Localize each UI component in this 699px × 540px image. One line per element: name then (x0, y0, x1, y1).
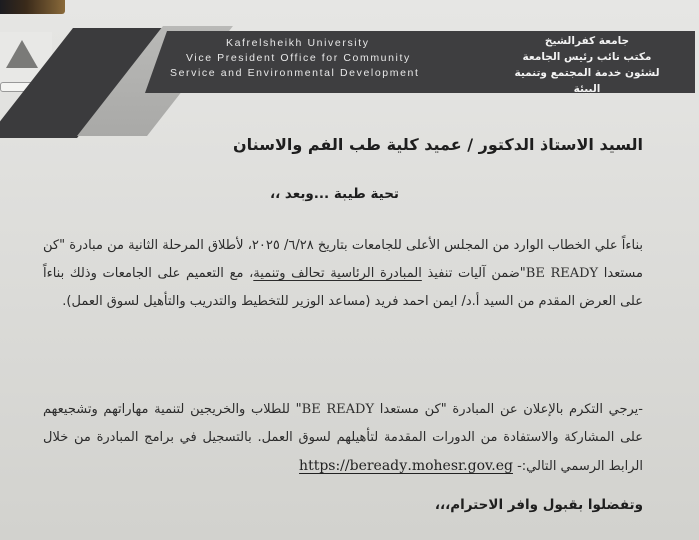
office-name-en-line2: Service and Environmental Development (170, 67, 420, 79)
letterhead-english (170, 36, 440, 81)
letter-greeting: تحية طيبة ...وبعد ،، (269, 186, 399, 202)
paragraph-1-text-b: "ضمن آليات تنفيذ (421, 266, 526, 281)
presidential-initiative-name: المبادرة الرئاسية تحالف وتنمية (253, 266, 422, 281)
letter-addressee: السيد الاستاذ الدكتور / عميد كلية طب الفم والاسنان (233, 135, 643, 154)
paragraph-1-text-a: بناءاً علي الخطاب الوارد من المجلس الأعلى للجامعات بتاريخ ٦/٢٨/ ٢٠٢٥، لأطلاق المرحلة الثانية من مبادرة "كن مستعدا (43, 238, 644, 281)
letter-paragraph-2 (43, 396, 643, 481)
office-name-en-line1: Vice President Office for Community (186, 52, 411, 64)
university-name-en: Kafrelsheikh University (226, 37, 370, 49)
office-name-ar-line1: مكتب نائب رئيس الجامعة (522, 51, 652, 63)
paragraph-2-text-a: -يرجي التكرم بالإعلان عن المبادرة "كن مستعدا (374, 402, 643, 417)
be-ready-term: BE READY (525, 266, 599, 281)
photo-corner-object (0, 0, 65, 14)
office-name-ar-line2: لشئون خدمة المجتمع وتنمية البيئة (514, 67, 660, 95)
paragraph-2-text-b: " للطلاب والخريجين لتنمية مهاراتهم وتشجيعهم على المشاركة والاستفادة من الدورات المقدمة لتأهيلهم لسوق العمل. بالتسجيل في برامج المبادرة من خلال الرابط الرسمي التالي:- (43, 402, 643, 474)
university-name-ar: جامعة كفرالشيخ (544, 35, 630, 47)
registration-link[interactable]: https://bereadу.mohesr.gov.eg (299, 458, 513, 474)
paragraph-1-text-c: ، مع التعميم على الجامعات وذلك بناءاً على العرض المقدم من السيد أ.د/ ايمن احمد فريد (مساعد الوزير للتخطيط والتدريب والتأهيل لسوق العمل). (43, 266, 643, 309)
letterhead (0, 20, 699, 110)
letter-paragraph-1 (43, 232, 643, 316)
letter-closing: وتفضلوا بقبول وافر الاحترام،،، (434, 497, 643, 513)
logo-emblem-icon (6, 40, 38, 68)
letterhead-arabic (507, 33, 667, 97)
be-ready-term: BE READY (301, 402, 375, 417)
